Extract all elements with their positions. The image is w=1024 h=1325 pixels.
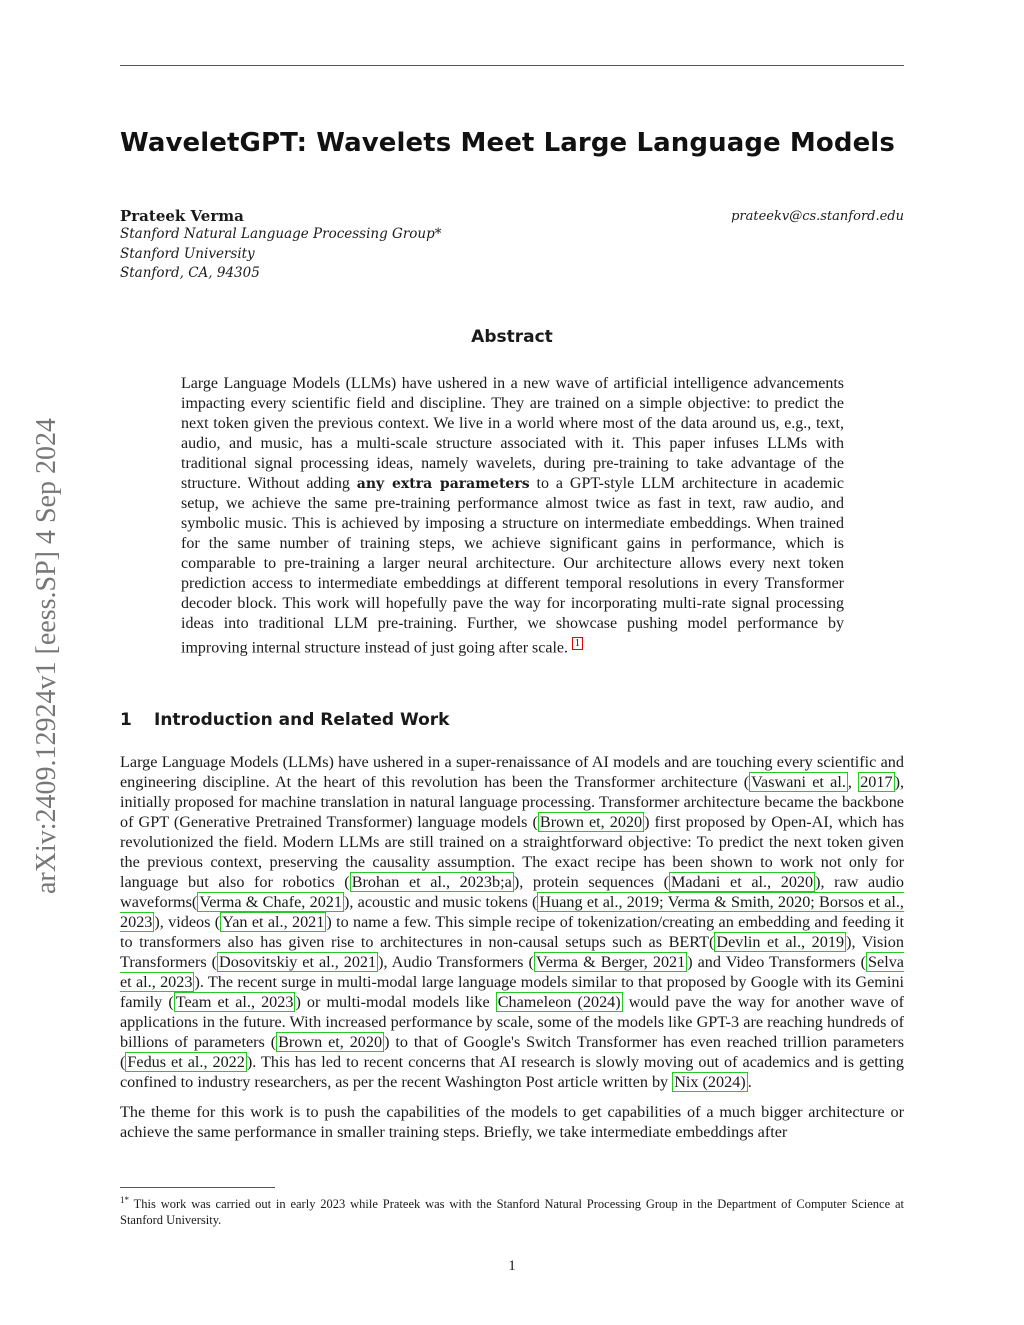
citation-link[interactable]: Devlin et al., 2019 (716, 933, 845, 951)
text-run: ), Audio Transformers ( (378, 953, 534, 971)
author-name: Prateek Verma (120, 207, 244, 225)
text-run: ) to that of Google's Switch Transformer has even reached trillion parameters ( (120, 1033, 904, 1071)
paragraph-2: The theme for this work is to push the capabilities of the models to get capabilities of a much bigger architecture or achieve the same performance in smaller training steps. Briefly, we take intermediate embeddings after (120, 1103, 904, 1141)
text-run: . (747, 1073, 752, 1091)
citation-link[interactable]: Team et al., 2023 (175, 993, 294, 1011)
citation-link[interactable]: Brown et, 2020 (278, 1033, 383, 1051)
footnote-link[interactable]: 1 (572, 637, 583, 650)
arxiv-identifier-margin (22, 360, 72, 952)
text-run: ), raw audio waveforms( (120, 873, 905, 911)
citation-link[interactable]: 2017 (860, 773, 893, 791)
citation-link[interactable]: Brown et, 2020 (539, 813, 643, 831)
text-run: ) to name a few. This simple recipe of tokenization/creating an embedding and feeding it to transformers also has given rise to architectures in non-causal setups such as BERT( (120, 913, 905, 951)
abstract-part-1: Large Language Models (LLMs) have ushered in a new wave of artificial intelligence advancements impacting every scientific field and discipline. They are trained on a simple objective: to predict the next token given the previous context. We live in a world where most of the data around us, e.g., text, audio, and music, has a multi-scale structure associated with it. This paper infuses LLMs with traditional signal processing ideas, namely wavelets, during pre-training to take advantage of the structure. Without adding (181, 375, 844, 492)
page-number: 1 (508, 1258, 516, 1274)
citation-link[interactable]: Dosovitskiy et al., 2021 (219, 953, 377, 971)
arxiv-identifier[interactable]: arXiv:2409.12924v1 [eess.SP] 4 Sep 2024 (31, 418, 62, 894)
text-run: would pave the way for another wave of applications in the future. With increased performance by scale, some of the models like GPT-3 are reaching hundreds of billions of parameters ( (120, 993, 904, 1051)
abstract-bold-phrase: any extra parameters (356, 476, 530, 492)
section-number: 1 (120, 710, 132, 730)
citation-link[interactable]: Brohan et al., 2023b;a (351, 873, 512, 891)
footnote-text: This work was carried out in early 2023 while Prateek was with the Stanford Natural Processing Group in the Department of Computer Science at Stanford University. (120, 1197, 904, 1228)
abstract-part-2: to a GPT-style LLM architecture in academic setup, we achieve the same pre-training performance almost twice as fast in text, raw audio, and symbolic music. This is achieved by imposing a structure on intermediate embeddings. When trained for the same number of training steps, we achieve significant gains in performance, which is comparable to pre-training a larger neural architecture. Our architecture allows every next token prediction access to intermediate embeddings at different temporal resolutions in every Transformer decoder block. This work will hopefully pave the way for incorporating multi-rate signal processing ideas into traditional LLM pre-training. Further, we showcase pushing model performance by improving internal structure instead of just going after scale. (181, 475, 845, 657)
footnote-mark: 1* (120, 1195, 129, 1205)
author-affiliation-group: Stanford Natural Language Processing Group* (120, 226, 442, 242)
text-run: ). This has led to recent concerns that AI research is slowly moving out of academics and is getting confined to industry researchers, as per the recent Washington Post article written by (120, 1053, 904, 1091)
text-run: ) or multi-modal models like (295, 993, 496, 1011)
text-run: ). The recent surge in multi-modal large language models similar to that proposed by Google with its Gemini family ( (120, 973, 904, 1011)
footnote (120, 1192, 904, 1228)
citation-link[interactable]: Madani et al., 2020 (670, 873, 814, 891)
author-affiliation-university: Stanford University (120, 245, 255, 262)
citation-link[interactable]: Yan et al., 2021 (222, 913, 325, 931)
text-run: ) first proposed by Open-AI, which has revolutionized the field. Modern LLMs are still trained on a straightforward objective: To predict the next token given the previous context, preserving the causality assumption. The exact recipe has been shown to work not only for language but also for robotics ( (120, 813, 905, 891)
author-block (120, 207, 904, 284)
abstract-heading: Abstract (471, 327, 553, 347)
citation-link[interactable]: Fedus et al., 2022 (127, 1053, 245, 1071)
author-email[interactable]: prateekv@cs.stanford.edu (731, 209, 904, 224)
author-affiliation-location: Stanford, CA, 94305 (120, 265, 260, 281)
citation-link[interactable]: Huang et al., 2019; Verma & Smith, 2020; Borsos et al., 2023 (120, 893, 904, 931)
footnote-rule (120, 1187, 275, 1188)
text-run: ), initially proposed for machine translation in natural language processing. Transformer architecture became the backbone of GPT (Generative Pretrained Transformer) language models ( (120, 773, 904, 831)
text-run: ), Vision Transformers ( (120, 933, 904, 971)
paper-title: WaveletGPT: Wavelets Meet Large Language Models (120, 128, 895, 158)
text-run: ) and Video Transformers ( (687, 953, 867, 971)
paragraph-1 (120, 752, 904, 1092)
section-body (120, 752, 904, 1152)
citation-link[interactable]: Vaswani et al. (751, 773, 846, 791)
abstract-text (181, 374, 844, 658)
text-run: ), videos ( (154, 913, 221, 931)
section-heading (120, 710, 904, 730)
citation-link[interactable]: Selva et al., 2023 (120, 953, 904, 991)
text-run: , (847, 773, 859, 791)
header-rule (120, 65, 904, 66)
citation-link[interactable]: Chameleon (2024) (497, 993, 621, 1011)
text-run: ), acoustic and music tokens ( (343, 893, 538, 911)
citation-link[interactable]: Verma & Berger, 2021 (535, 953, 686, 971)
citation-link[interactable]: Verma & Chafe, 2021 (199, 893, 342, 911)
citation-link[interactable]: Nix (2024) (674, 1073, 746, 1091)
text-run: ), protein sequences ( (513, 873, 669, 891)
section-title: Introduction and Related Work (154, 710, 450, 730)
text-run: Large Language Models (LLMs) have ushered in a super-renaissance of AI models and are touching every scientific and engineering discipline. At the heart of this revolution has been the Transformer architecture ( (120, 753, 904, 791)
